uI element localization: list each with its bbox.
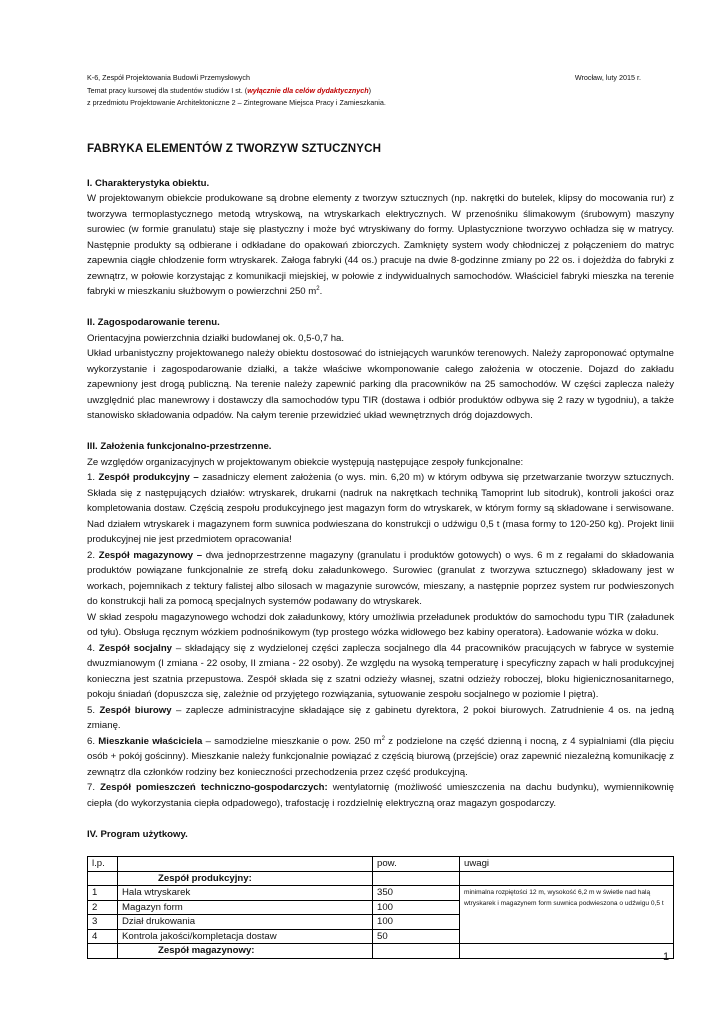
section-3-heading: III. Założenia funkcjonalno-przestrzenne. <box>87 441 272 452</box>
document-title: FABRYKA ELEMENTÓW Z TWORZYW SZTUCZNYCH <box>87 141 382 155</box>
zone-storage-dock: W skład zespołu magazynowego wchodzi dok załadunkowy, który umożliwia przeładunek produktów do samochodu typu TIR (załadunek od tyłu). Obsługa ręcznym wózkiem podnośnikowym (typ prostego wózka widłowego bez kabiny operatora). Ładowanie wózka w doku. <box>87 611 674 638</box>
zone-production: 1. Zespół produkcyjny – zasadniczy element założenia (o wys. min. 6,20 m) w którym odbywa się przetwarzanie tworzyw sztucznych. Składa się z następujących działów: wtryskarek, drukarni (nadruk na nakrętkach techniką Tamoprint lub sitodruk), kontroli jakości oraz kompletowania dostaw. Częścią zespołu produkcyjnego jest magazyn form do wtryskarek, w którym formy są składowane i serwisowane. Nad działem wtryskarek i magazynem form suwnica podwieszana do konstrukcji o udźwigu 0,5 t (masa formy to 120-250 kg). Projekt linii produkcyjnej nie jest przedmiotem opracowania! <box>87 472 674 545</box>
table-group-row <box>88 944 674 959</box>
document-header <box>87 72 674 110</box>
header-course: z przedmiotu Projektowanie Architektoniczne 2 – Zintegrowane Miejsca Pracy i Zamieszkania. <box>87 98 386 107</box>
header-date: Wrocław, luty 2015 r. <box>574 73 641 82</box>
section-4-heading: IV. Program użytkowy. <box>87 828 188 840</box>
table-row: 3 Dział drukowania 100 <box>88 915 674 930</box>
zone-owner-apartment: 6. Mieszkanie właściciela – samodzielne mieszkanie o pow. 250 $m^2$ z podzielone na część dzienną i nocną, z 4 sypialniami (dla pięciu osób + pokój gościnny). Mieszkanie należy funkcjonalnie powiązać z częścią biurową (przejście) oraz zapewnić niezależną komunikację z zewnątrz dla członków rodziny bez konieczności przechodzenia przez część produkcyjną. <box>87 735 675 778</box>
table-header-lp: l.p. <box>88 857 118 872</box>
table-row: 4 Kontrola jakości/kompletacja dostaw 50 <box>88 929 674 944</box>
table-header-name <box>118 857 373 872</box>
table-row: 1 Hala wtryskarek 350 minimalna rozpiętości 12 m, wysokość 6,2 m w świetle nad halą wtryskarek i magazynem form suwnica podwieszona o udźwigu 0,5 t <box>88 886 674 901</box>
section-1-paragraph: W projektowanym obiekcie produkowane są drobne elementy z tworzyw sztucznych (np. nakrętki do butelek, klipsy do mocowania rur) z tworzywa termoplastycznego metodą wtryskową, na wtryskarkach elektrycznych. W przenośniku ślimakowym (śrubowym) maszyny surowiec (w formie granulatu) staje się plastyczny i może być wtryskiwany do formy. Uplastycznione tworzywo ochładza się w matrycy. Następnie produkty są odbierane i odkładane do opakowań zbiorczych. Zamknięty system wody chłodniczej z połączeniem do matryc zapewnia ciągłe chłodzenie form wtryskarek. Załoga fabryki (44 os.) pracuje na dwie 8-godzinne zmiany po 22 os. i dojeżdża do fabryki z zewnątrz, w połowie korzystając z komunikacji miejskiej, w połowie z indywidualnych samochodów. Właściciel fabryki mieszka na terenie fabryki w mieszkaniu służbowym o powierzchni 250 $m^2$. <box>87 193 674 297</box>
section-2-area: Orientacyjna powierzchnia działki budowlanej ok. 0,5-0,7 ha. <box>87 332 345 344</box>
table-header-row <box>88 857 674 872</box>
header-subject: Temat pracy kursowej dla studentów studiów I st. (wyłącznie dla celów dydaktycznych) <box>87 85 372 95</box>
program-table <box>87 856 674 959</box>
table-row: 2 Magazyn form 100 <box>88 900 674 915</box>
page-number: 1 <box>663 951 670 963</box>
document-page <box>87 72 674 959</box>
section-3-intro: Ze względów organizacyjnych w projektowanym obiekcie występują następujące zespoły funkcjonalne: <box>87 456 524 468</box>
table-header-pow: pow. <box>373 857 460 872</box>
table-header-uwagi: uwagi <box>460 857 674 872</box>
zone-storage: 2. Zespół magazynowy – dwa jednoprzestrzenne magazyny (granulatu i produktów gotowych) o wys. 6 m z regałami do składowania produktów powiązane funkcjonalnie ze strefą doku załadunkowego. Surowiec (granulat z tworzywa sztucznego) składowany jest w workach, pojemnikach z tektury falistej albo silosach w magazynie surowców, mieszany, a następnie poprzez system rur podwieszonych do konstrukcji hali za pomocą specjalnych systemów podawany do wtryskarek. <box>87 549 674 607</box>
table-group-production: Zespół produkcyjny: <box>118 871 373 886</box>
table-group-row <box>88 871 674 886</box>
zone-office: 5. Zespół biurowy – zaplecze administracyjne składające się z gabinetu dyrektora, 2 pokoi biurowych. Zatrudnienie 4 os. na jedną zmianę. <box>87 704 674 731</box>
header-department: K-6, Zespół Projektowania Budowli Przemysłowych <box>87 73 250 82</box>
section-2-heading: II. Zagospodarowanie terenu. <box>87 317 220 328</box>
header-didactic-note: wyłącznie dla celów dydaktycznych <box>247 85 369 95</box>
table-note: minimalna rozpiętości 12 m, wysokość 6,2 m w świetle nad halą wtryskarek i magazynem form suwnica podwieszona o udźwigu 0,5 t <box>460 886 674 944</box>
zone-social: 4. Zespół socjalny – składający się z wydzielonej części zaplecza socjalnego dla 44 pracowników pracujących w fabryce w systemie dwuzmianowym (I zmiana - 22 osoby, II zmiana - 22 osoby). Ze względu na wysoką temperaturę i specyficzny zapach w hali produkcyjnej konieczna jest szatnia przepustowa. Zespół składa się z szatni odzieży własnej, szatni odzieży roboczej, bloku higienicznosanitarnego, pokoju śniadań (dopuszcza się, zależnie od przyjętego rozwiązania, sytuowanie zespołu socjalnego w poziomie I piętra). <box>87 642 674 700</box>
section-2-paragraph: Układ urbanistyczny projektowanego należy obiektu dostosować do istniejących warunków terenowych. Należy zaproponować optymalne wykorzystanie i zagospodarowanie działki, a także właściwe wkomponowanie całego założenia w otoczenie. Dojazd do zakładu zapewniony jest drogą publiczną. Na terenie należy zapewnić parking dla pracowników na 25 samochodów. W części zaplecza należy uwzględnić plac manewrowy i dostawczy dla samochodów typu TIR (dostawa i odbiór produktów odbywa się 2 razy w tygodniu), a także stanowisko składowania odpadów. Na całym terenie przewidzieć układ wewnętrznych dróg dojazdowych. <box>87 348 674 421</box>
table-group-storage: Zespół magazynowy: <box>118 944 373 959</box>
zone-technical: 7. Zespół pomieszczeń techniczno-gospodarczych: wentylatornię (możliwość umieszczenia na dachu budynku), wymiennikownię ciepła (do wykorzystania ciepła odpadowego), trafostację i rozdzielnię elektryczną oraz magazyn gospodarczy. <box>87 782 674 809</box>
section-1-heading: I. Charakterystyka obiektu. <box>87 177 210 189</box>
